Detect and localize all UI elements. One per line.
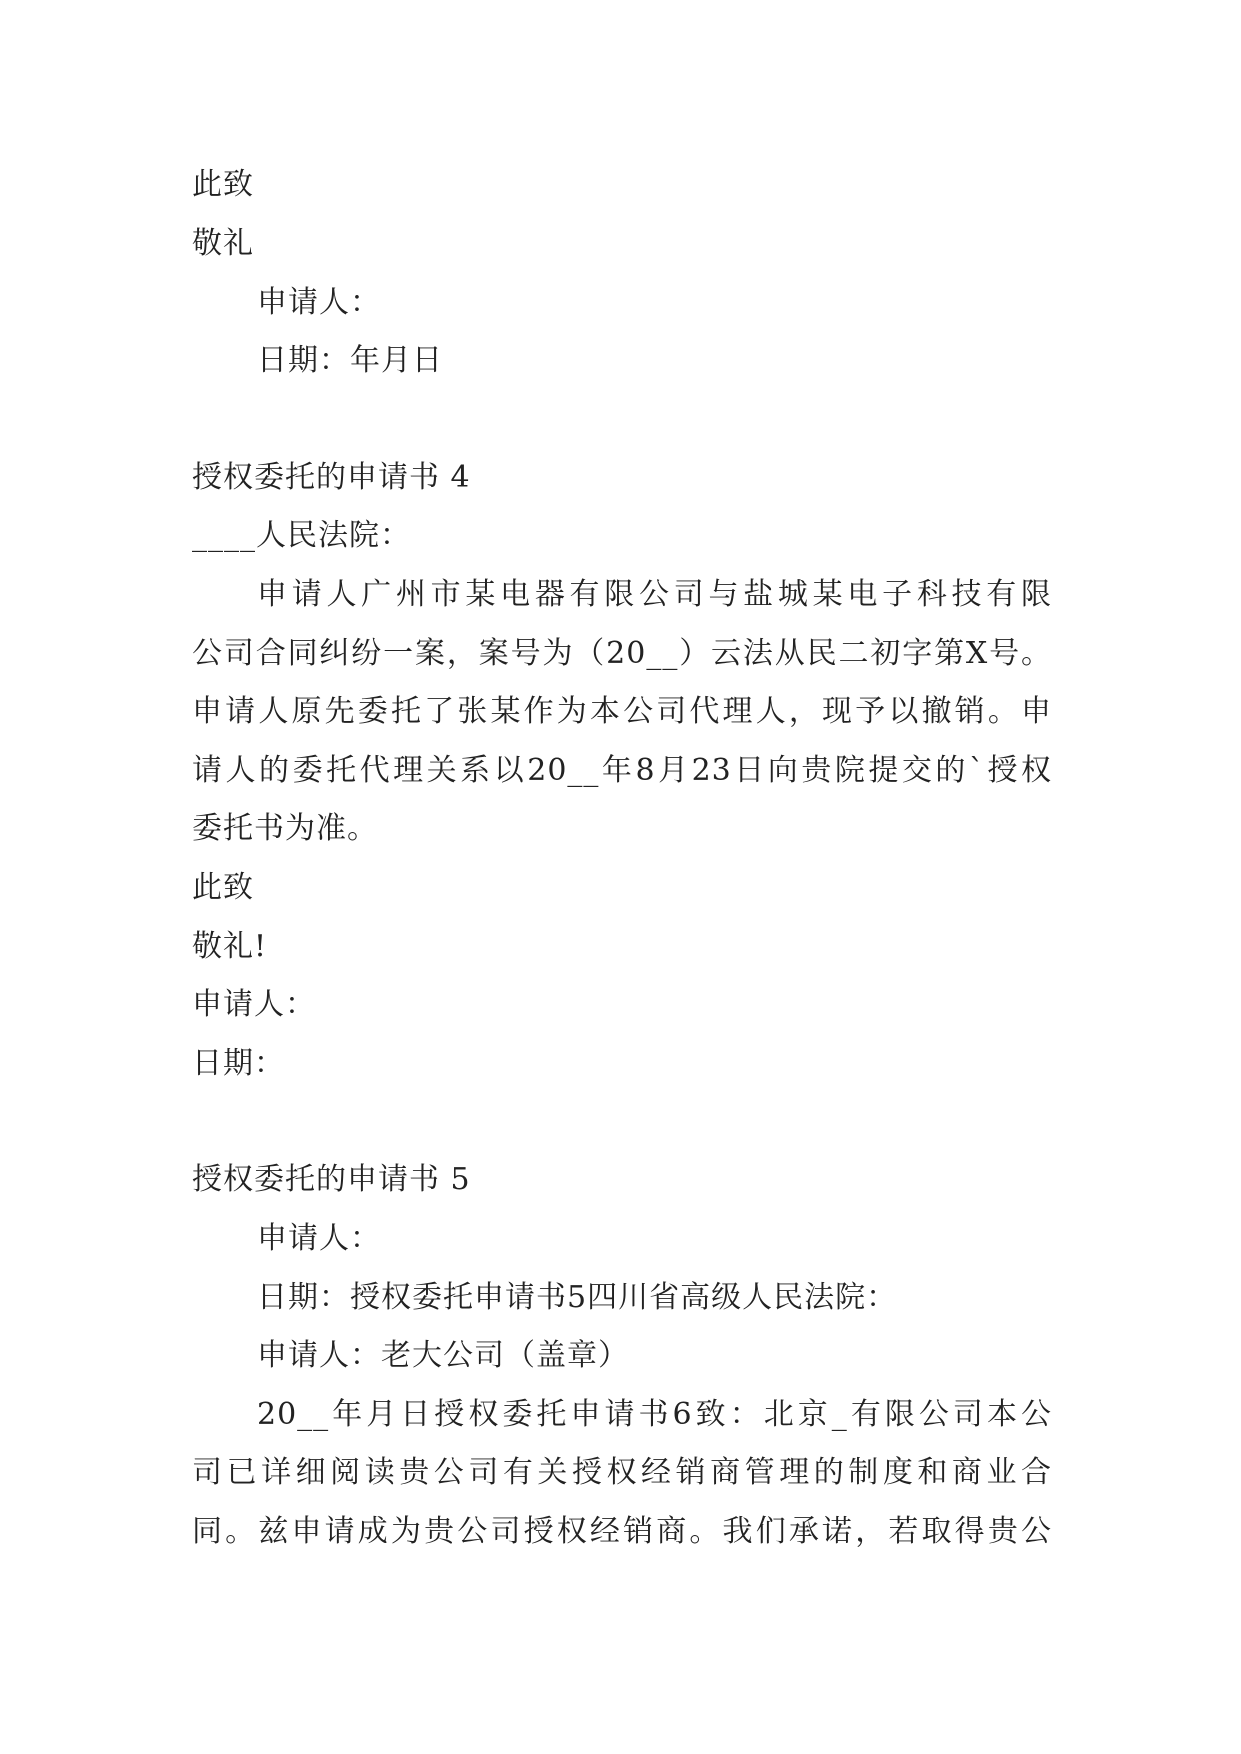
- body-paragraph-line: 请人的委托代理关系以20__年8月23日向贵院提交的`授权: [192, 753, 1052, 788]
- body-paragraph-line: 同。兹申请成为贵公司授权经销商。我们承诺，若取得贵公: [192, 1514, 1052, 1549]
- applicant-label: 申请人：: [257, 285, 381, 320]
- body-paragraph-line: 20__年月日授权委托申请书6致：北京_有限公司本公: [257, 1397, 1052, 1432]
- body-paragraph-line: 公司合同纠纷一案，案号为（20__）云法从民二初字第X号。: [192, 636, 1052, 671]
- body-paragraph-line: 申请人原先委托了张某作为本公司代理人，现予以撤销。申: [192, 694, 1052, 729]
- applicant-company-line: 申请人：老大公司（盖章）: [257, 1338, 629, 1373]
- section-title-5: 授权委托的申请书 5: [192, 1162, 471, 1197]
- body-paragraph-line: 委托书为准。: [192, 811, 378, 846]
- applicant-label: 申请人：: [257, 1221, 381, 1256]
- applicant-label: 申请人：: [192, 987, 316, 1022]
- closing-cizhi: 此致: [192, 870, 254, 905]
- court-addressee: ____人民法院：: [192, 518, 411, 553]
- body-paragraph-line: 司已详细阅读贵公司有关授权经销商管理的制度和商业合: [192, 1455, 1052, 1490]
- date-label: 日期：年月日: [257, 343, 443, 378]
- closing-cizhi: 此致: [192, 167, 254, 202]
- date-court-line: 日期：授权委托申请书5四川省高级人民法院：: [257, 1280, 898, 1315]
- closing-jingli: 敬礼!: [192, 929, 268, 964]
- date-label: 日期：: [192, 1046, 285, 1081]
- section-title-4: 授权委托的申请书 4: [192, 460, 471, 495]
- closing-jingli: 敬礼: [192, 226, 254, 261]
- body-paragraph-line: 申请人广州市某电器有限公司与盐城某电子科技有限: [257, 577, 1052, 612]
